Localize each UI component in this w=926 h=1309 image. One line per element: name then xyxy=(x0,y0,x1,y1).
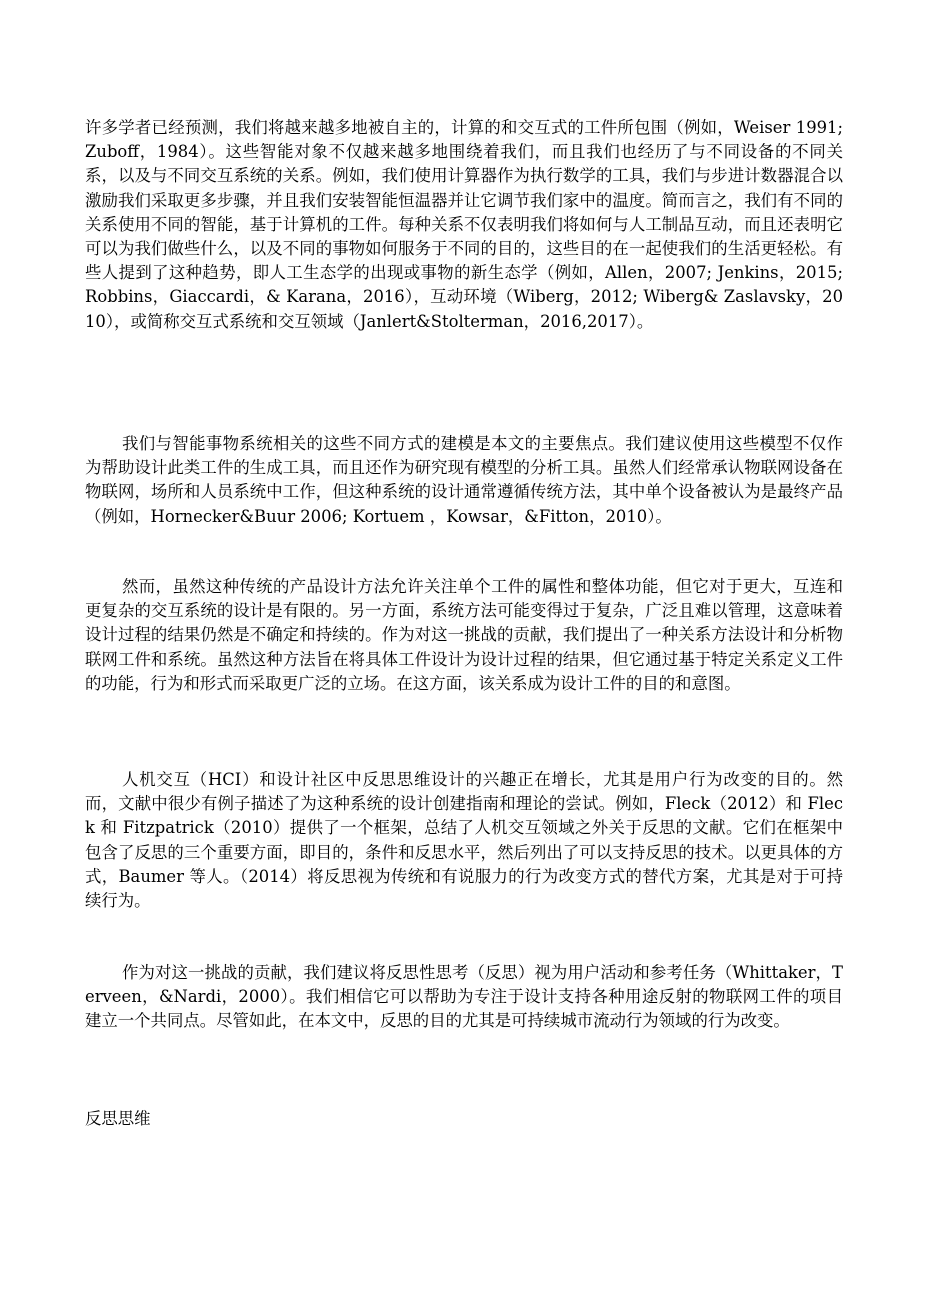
section-heading: 反思思维 xyxy=(85,1109,151,1128)
paragraph-design-approach: 然而，虽然这种传统的产品设计方法允许关注单个工件的属性和整体功能，但它对于更大，互连和更复杂的交互系统的设计是有限的。另一方面，系统方法可能变得过于复杂，广泛且难以管理，这意味着设计过程的结果仍然是不确定和持续的。作为对这一挑战的贡献，我们提出了一种关系方法设计和分析物联网工件和系统。虽然这种方法旨在将具体工件设计为设计过程的结果，但它通过基于特定关系定义工件的功能，行为和形式而采取更广泛的立场。在这方面，该关系成为设计工件的目的和意图。 xyxy=(85,577,843,693)
paragraph-contribution: 作为对这一挑战的贡献，我们建议将反思性思考（反思）视为用户活动和参考任务（Whittaker，Terveen，&Nardi，2000）。我们相信它可以帮助为专注于设计支持各种用途反射的物联网工件的项目建立一个共同点。尽管如此，在本文中，反思的目的尤其是可持续城市流动行为领域的行为改变。 xyxy=(85,963,843,1031)
paragraph-modeling-focus: 我们与智能事物系统相关的这些不同方式的建模是本文的主要焦点。我们建议使用这些模型不仅作为帮助设计此类工件的生成工具，而且还作为研究现有模型的分析工具。虽然人们经常承认物联网设备在物联网，场所和人员系统中工作，但这种系统的设计通常遵循传统方法，其中单个设备被认为是最终产品（例如，Hornecker&Buur 2006; Kortuem ，Kowsar，&Fitton，2010）。 xyxy=(85,434,843,526)
paragraph-intro: 许多学者已经预测，我们将越来越多地被自主的，计算的和交互式的工件所包围（例如，Weiser 1991; Zuboff，1984）。这些智能对象不仅越来越多地围绕着我们，而且我们也经历了与不同设备的不同关系，以及与不同交互系统的关系。例如，我们使用计算器作为执行数学的工具，我们与步进计数器混合以激励我们采取更多步骤，并且我们安装智能恒温器并让它调节我们家中的温度。简而言之，我们有不同的关系使用不同的智能，基于计算机的工件。每种关系不仅表明我们将如何与人工制品互动，而且还表明它可以为我们做些什么，以及不同的事物如何服务于不同的目的，这些目的在一起使我们的生活更轻松。有些人提到了这种趋势，即人工生态学的出现或事物的新生态学（例如，Allen，2007; Jenkins，2015; Robbins，Giaccardi，& Karana，2016），互动环境（Wiberg，2012; Wiberg& Zaslavsky，2010），或简称交互式系统和交互领域（Janlert&Stolterman，2016,2017）。 xyxy=(85,118,843,331)
paragraph-hci-reflection: 人机交互（HCI）和设计社区中反思思维设计的兴趣正在增长，尤其是用户行为改变的目的。然而，文献中很少有例子描述了为这种系统的设计创建指南和理论的尝试。例如，Fleck（2012）和 Fleck 和 Fitzpatrick（2010）提供了一个框架，总结了人机交互领域之外关于反思的文献。它们在框架中包含了反思的三个重要方面，即目的，条件和反思水平，然后列出了可以支持反思的技术。以更具体的方式，Baumer 等人。（2014）将反思视为传统和有说服力的行为改变方式的替代方案，尤其是对于可持续行为。 xyxy=(85,770,843,911)
